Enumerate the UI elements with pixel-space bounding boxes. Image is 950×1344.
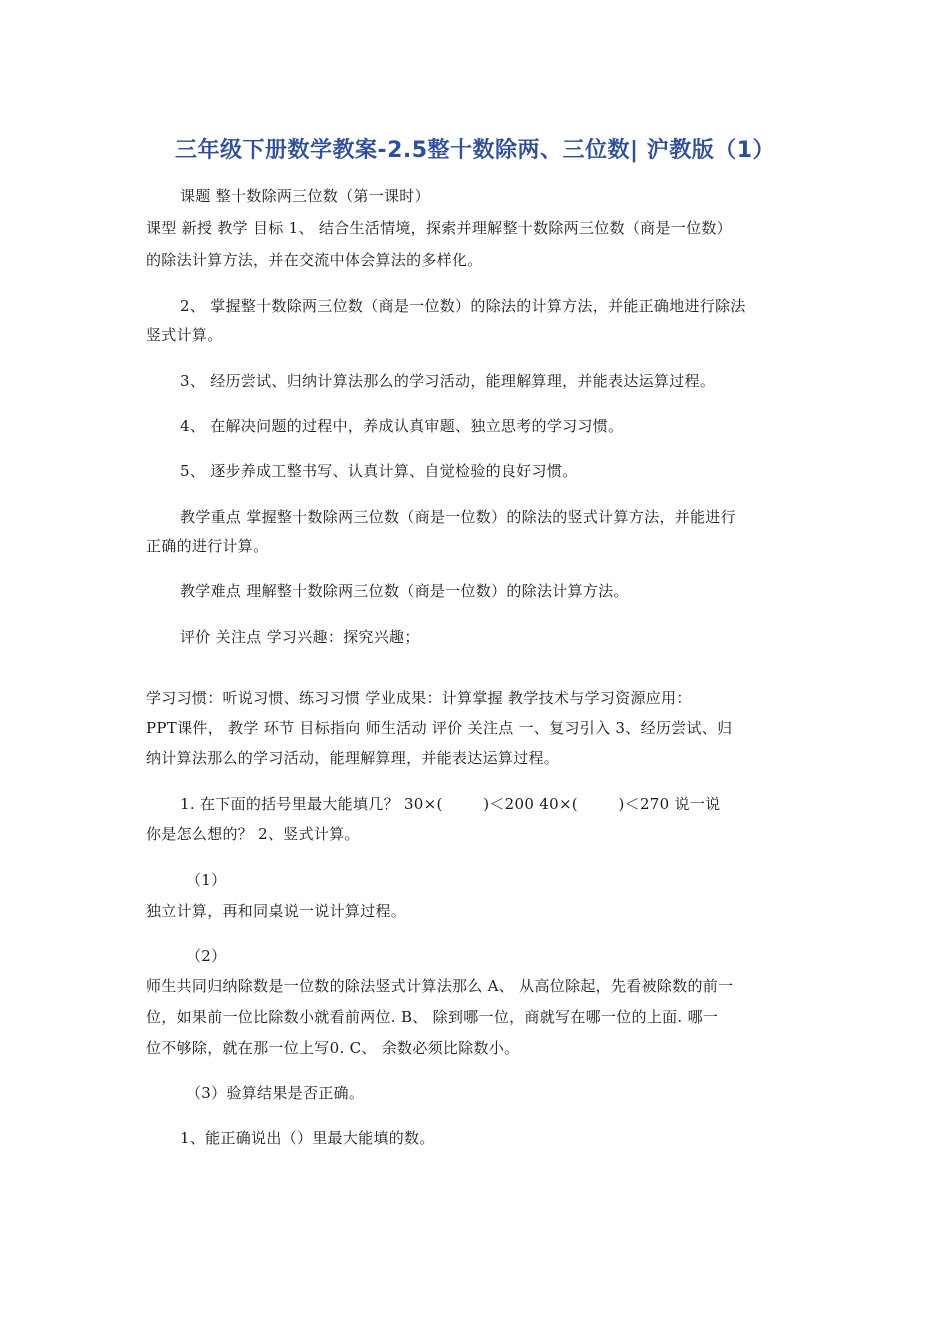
key-point-continuation: 正确的进行计算。 — [146, 537, 269, 555]
evaluation-focus-line: 评价 关注点 学习兴趣：探究兴趣； — [180, 628, 420, 646]
step-2-label: （2） — [186, 947, 227, 965]
document-title: 三年级下册数学教案-2.5整十数除两、三位数| 沪教版（1） — [174, 138, 776, 163]
key-point-line: 教学重点 掌握整十数除两三位数（商是一位数）的除法的竖式计算方法，并能进行 — [180, 508, 736, 526]
step-2-text-line-1: 师生共同归纳除数是一位数的除法竖式计算法那么 A、 从高位除起，先看被除数的前一 — [146, 977, 734, 995]
ppt-courseware-line: PPT课件， 教学 环节 目标指向 师生活动 评价 关注点 一、复习引入 3、经历尝试、归 — [146, 719, 733, 737]
ppt-courseware-continuation: 纳计算法那么的学习活动，能理解算理，并能表达运算过程。 — [146, 749, 560, 767]
objective-2-line: 2、 掌握整十数除两三位数（商是一位数）的除法的计算方法，并能正确地进行除法 — [180, 297, 746, 315]
step-1-text: 独立计算，再和同桌说一说计算过程。 — [146, 902, 407, 920]
question-1-line: 1. 在下面的括号里最大能填几？ 30×( )＜200 40×( )＜270 说一说 — [180, 795, 721, 813]
objective-2-continuation: 竖式计算。 — [146, 326, 223, 344]
step-2-text-line-2: 位，如果前一位比除数小就看前两位. B、 除到哪一位，商就写在哪一位的上面. 哪一 — [146, 1008, 719, 1026]
objective-1-continuation: 的除法计算方法，并在交流中体会算法的多样化。 — [146, 251, 483, 269]
learning-habits-line: 学习习惯：听说习惯、练习习惯 学业成果：计算掌握 教学技术与学习资源应用： — [146, 689, 692, 707]
question-1-continuation: 你是怎么想的？ 2、竖式计算。 — [146, 825, 360, 843]
evaluation-item-1-line: 1、能正确说出（）里最大能填的数。 — [180, 1129, 435, 1147]
step-2-text-line-3: 位不够除，就在那一位上写0. C、 余数必须比除数小。 — [146, 1039, 520, 1057]
step-1-label: （1） — [186, 871, 227, 889]
objective-3-line: 3、 经历尝试、归纳计算法那么的学习活动，能理解算理，并能表达运算过程。 — [180, 372, 716, 390]
lesson-type-objective-line: 课型 新授 教学 目标 1、 结合生活情境，探索并理解整十数除两三位数（商是一位数） — [146, 219, 732, 237]
objective-5-line: 5、 逐步养成工整书写、认真计算、自觉检验的良好习惯。 — [180, 462, 578, 480]
lesson-topic-line: 课题 整十数除两三位数（第一课时） — [180, 187, 430, 205]
objective-4-line: 4、 在解决问题的过程中，养成认真审题、独立思考的学习习惯。 — [180, 417, 624, 435]
difficulty-line: 教学难点 理解整十数除两三位数（商是一位数）的除法计算方法。 — [180, 582, 629, 600]
step-3-line: （3）验算结果是否正确。 — [186, 1084, 365, 1102]
